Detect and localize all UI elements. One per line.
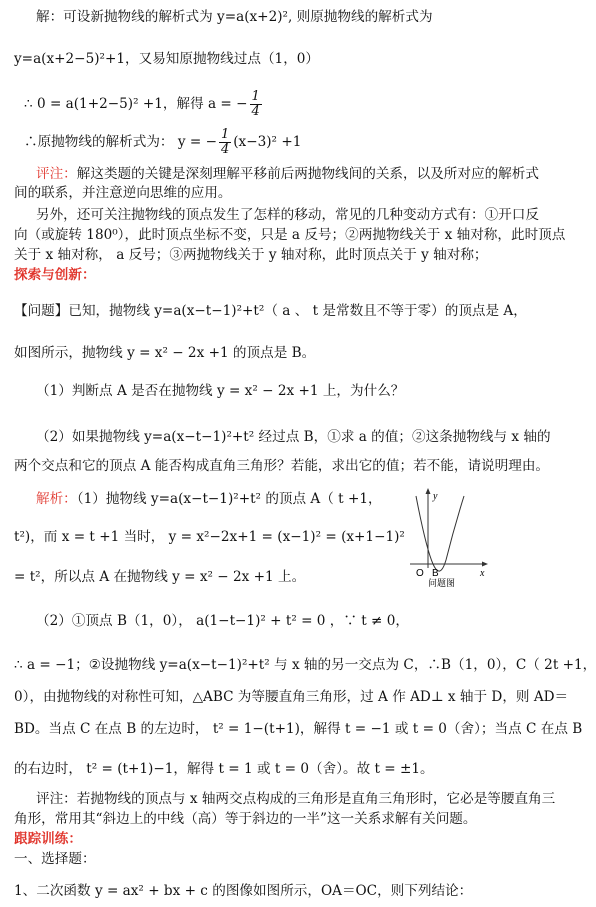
y-axis-label: y — [433, 491, 438, 502]
origin-label: O — [416, 568, 424, 579]
analysis-line-6: 0），由抛物线的对称性可知，△ABC 为等腰直角三角形，过 A 作 AD⊥ x 轴于 D，则 AD＝ — [14, 689, 569, 705]
comment-label: 评注： — [36, 166, 77, 182]
analysis-line-7: BD。当点 C 在点 B 的左边时， t² = 1−(t+1)，解得 t = −1 或 t = 0（舍）；当点 C 在点 B — [14, 721, 583, 737]
y-axis-arrow — [426, 488, 431, 494]
equation-text: ∴ 0 = a(1+2−5)² +1，解得 a = − — [24, 96, 248, 112]
subsection-choice: 一、选择题： — [14, 851, 96, 867]
note-line-1: 另外，还可关注抛物线的顶点发生了怎样的移动，常见的几种变动方式有：①开口反 — [36, 207, 539, 223]
remark-line-2: 角形，常用其“斜边上的中线（高）等于斜边的一半”这一关系求解有关问题。 — [14, 811, 477, 827]
point-b-label: B — [432, 568, 439, 579]
figure-caption: 问题图 — [428, 579, 456, 589]
section-heading-practice: 跟踪训练： — [14, 831, 82, 847]
problem-question-1: （1）判断点 A 是否在抛物线 y = x² − 2x +1 上，为什么？ — [36, 383, 405, 399]
fraction: $\frac{1}{4}$ — [220, 127, 230, 157]
remark-line-1: 评注：若抛物线的顶点与 x 轴两交点构成的三角形是直角三角形时，它必是等腰直角三 — [36, 791, 556, 807]
section-heading-explore: 探索与创新： — [14, 267, 96, 283]
solution-line-1: 解：可设新抛物线的解析式为 y=a(x+2)², 则原抛物线的解析式为 — [36, 9, 433, 25]
parabola-curve — [416, 496, 464, 571]
analysis-label: 解析： — [36, 491, 77, 507]
solution-line-4 — [24, 124, 568, 160]
x-axis-label: x — [480, 568, 485, 579]
exercise-line-1: 1、二次函数 y = ax² + bx + c 的图像如图所示，OA＝OC，则下列结论： — [14, 883, 473, 899]
analysis-line-2: t²)，而 x = t +1 当时， y = x²−2x+1 = (x−1)² = (x+1−1)² — [14, 529, 405, 545]
fraction: $\frac{1}{4}$ — [251, 89, 260, 119]
comment-line-1: 评注：解这类题的关键是深刻理解平移前后两抛物线间的关系，以及所对应的解析式 — [36, 166, 539, 182]
x-axis-arrow — [482, 562, 488, 567]
problem-line-2: 如图所示，抛物线 y = x² − 2x +1 的顶点是 B。 — [14, 345, 316, 361]
analysis-line-3: = t²，所以点 A 在抛物线 y = x² − 2x +1 上。 — [14, 569, 306, 585]
analysis-line-8: 的右边时， t² = (t+1)−1，解得 t = 1 或 t = 0（舍）。故 t = ±1。 — [14, 761, 434, 777]
solution-line-2: y=a(x+2−5)²+1，又易知原抛物线过点（1，0） — [14, 51, 320, 67]
problem-figure — [406, 488, 490, 589]
note-line-3: 关于 x 轴对称， a 反号；③两抛物线关于 y 轴对称，此时顶点关于 y 轴对称； — [14, 247, 488, 263]
note-line-2: 向（或旋转 180⁰），此时顶点坐标不变，只是 a 反号；②两抛物线关于 x 轴对称，此时顶点 — [14, 227, 566, 243]
problem-question-2-cont: 两个交点和它的顶点 A 能否构成直角三角形？若能，求出它的值；若不能，请说明理由。 — [14, 458, 550, 474]
problem-line-1: 【问题】已知，抛物线 y=a(x−t−1)²+t²（ a 、 t 是常数且不等于零）的顶点是 A， — [14, 303, 527, 319]
equation-text: ∴原抛物线的解析式为： y = − — [24, 134, 217, 150]
comment-line-2: 间的联系，并注意逆向思维的应用。 — [14, 185, 232, 201]
equation-text: (x−3)² +1 — [233, 134, 302, 150]
analysis-line-1: 解析：（1）抛物线 y=a(x−t−1)²+t² 的顶点 A（ t +1， — [36, 491, 382, 507]
analysis-line-4: （2）①顶点 B（1，0）， a(1−t−1)² + t² = 0 ，∵ t ≠ 0， — [36, 613, 410, 629]
analysis-line-5: ∴ a = −1；②设抛物线 y=a(x−t−1)²+t² 与 x 轴的另一交点为 C，∴B（1，0），C（ 2t +1， — [14, 657, 596, 673]
problem-question-2: （2）如果抛物线 y=a(x−t−1)²+t² 经过点 B，①求 a 的值；②这条抛物线与 x 轴的 — [36, 429, 551, 445]
solution-line-3 — [24, 86, 568, 122]
